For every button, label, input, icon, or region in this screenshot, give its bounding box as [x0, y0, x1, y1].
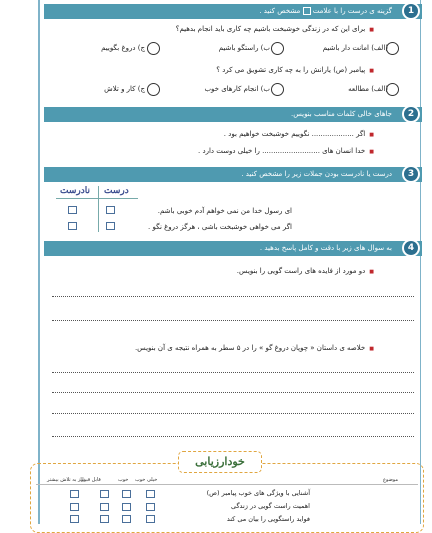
q2-option-b: ب) انجام کارهای خوب [204, 85, 270, 93]
section3-instruction: درست یا نادرست بودن جملات زیر را مشخص کنید . [241, 170, 392, 178]
statement-2-false-checkbox[interactable] [68, 222, 77, 230]
row-3-needs-effort-checkbox[interactable] [70, 515, 79, 523]
statement-2: اگر می خواهی خوشبخت باشی ، هرگز دروغ نگو . [148, 223, 292, 231]
q1-option-b-radio[interactable] [271, 42, 284, 55]
row-3-acceptable-checkbox[interactable] [100, 515, 109, 523]
page-border-right [420, 0, 421, 524]
section4-instruction: به سوال های زیر با دقت و کامل پاسخ بدهید . [259, 244, 392, 252]
column-false: نادرست [60, 186, 90, 196]
level-very-good: خیلی خوب [135, 477, 158, 483]
q1-option-b: ب) راستگو باشیم [218, 44, 270, 52]
level-needs-effort: نیاز به تلاش بیشتر [47, 477, 85, 483]
section1-instruction: گزینه ی درست را با علامت [312, 7, 392, 15]
assessment-header-line [36, 484, 418, 485]
section2-header [44, 107, 422, 122]
section2-number: 2 [402, 105, 420, 123]
section1-instruction-end: مشخص کنید . [259, 7, 301, 15]
row-2-very-good-checkbox[interactable] [146, 503, 155, 511]
row-3-good-checkbox[interactable] [122, 515, 131, 523]
subject-header: موضوع [383, 477, 399, 483]
section4-number: 4 [402, 239, 420, 257]
section1-header [44, 4, 422, 19]
assessment-row-1: آشنایی با ویژگی های خوب پیامبر (ص) [206, 489, 310, 497]
level-acceptable: قابل قبول [80, 477, 101, 483]
row-1-very-good-checkbox[interactable] [146, 490, 155, 498]
row-2-acceptable-checkbox[interactable] [100, 503, 109, 511]
essay-question-2: ■ خلاصه ی داستان « چوپان دروغ گو » را در ۵ سطر به همراه نتیجه ی آن بنویس. [135, 344, 374, 352]
statement-1-true-checkbox[interactable] [106, 206, 115, 214]
section1-number: 1 [402, 2, 420, 20]
fill-blank-1: ■ اگر ................... نگوییم خوشبخت خواهیم بود . [224, 130, 374, 138]
level-good: خوب [118, 477, 129, 483]
section3-number: 3 [402, 165, 420, 183]
q2-option-a: (الف) مطالعه [348, 85, 388, 93]
section3-header [44, 167, 422, 182]
q2-option-c-radio[interactable] [147, 83, 160, 96]
q2-option-a-radio[interactable] [386, 83, 399, 96]
question-1: ■ برای این که در زندگی خوشبخت باشیم چه کاری باید انجام بدهیم؟ [176, 25, 374, 33]
row-2-good-checkbox[interactable] [122, 503, 131, 511]
q1-option-a-radio[interactable] [386, 42, 399, 55]
row-2-needs-effort-checkbox[interactable] [70, 503, 79, 511]
assessment-row-2: اهمیت راست گویی در زندگی [231, 502, 310, 510]
row-3-very-good-checkbox[interactable] [146, 515, 155, 523]
question-2: ■ پیامبر (ص) یارانش را به چه کاری تشویق می کرد ؟ [216, 66, 374, 74]
row-1-needs-effort-checkbox[interactable] [70, 490, 79, 498]
q2-option-c: ج) کار و تلاش [104, 85, 145, 93]
q1-option-c: ج) دروغ بگوییم [101, 44, 145, 52]
self-assessment-title: خودارزیابی [178, 451, 262, 473]
essay-question-1: ■ دو مورد از فایده های راست گویی را بنویس. [237, 267, 374, 275]
assessment-row-3: فواید راستگویی را بیان می کند [226, 515, 310, 523]
answer-line[interactable] [52, 320, 414, 321]
tf-column-divider [98, 186, 99, 232]
statement-1-false-checkbox[interactable] [68, 206, 77, 214]
section4-header [44, 241, 422, 256]
answer-line[interactable] [52, 392, 414, 393]
page-border-left [38, 0, 40, 524]
column-true: درست [104, 186, 129, 196]
q1-option-a: (الف) امانت دار باشیم [322, 44, 388, 52]
section2-instruction: جاهای خالی کلمات مناسب بنویس. [290, 110, 392, 118]
row-1-acceptable-checkbox[interactable] [100, 490, 109, 498]
answer-line[interactable] [52, 372, 414, 373]
answer-line[interactable] [52, 436, 414, 437]
row-1-good-checkbox[interactable] [122, 490, 131, 498]
tf-header-underline [56, 198, 138, 199]
q2-option-b-radio[interactable] [271, 83, 284, 96]
checkmark-box-icon [303, 7, 311, 15]
statement-1: ای رسول خدا من نمی خواهم آدم خوبی باشم. [157, 207, 292, 215]
fill-blank-2: ■ خدا انسان های .......................... را خیلی دوست دارد . [198, 147, 374, 155]
statement-2-true-checkbox[interactable] [106, 222, 115, 230]
q1-option-c-radio[interactable] [147, 42, 160, 55]
answer-line[interactable] [52, 413, 414, 414]
answer-line[interactable] [52, 296, 414, 297]
